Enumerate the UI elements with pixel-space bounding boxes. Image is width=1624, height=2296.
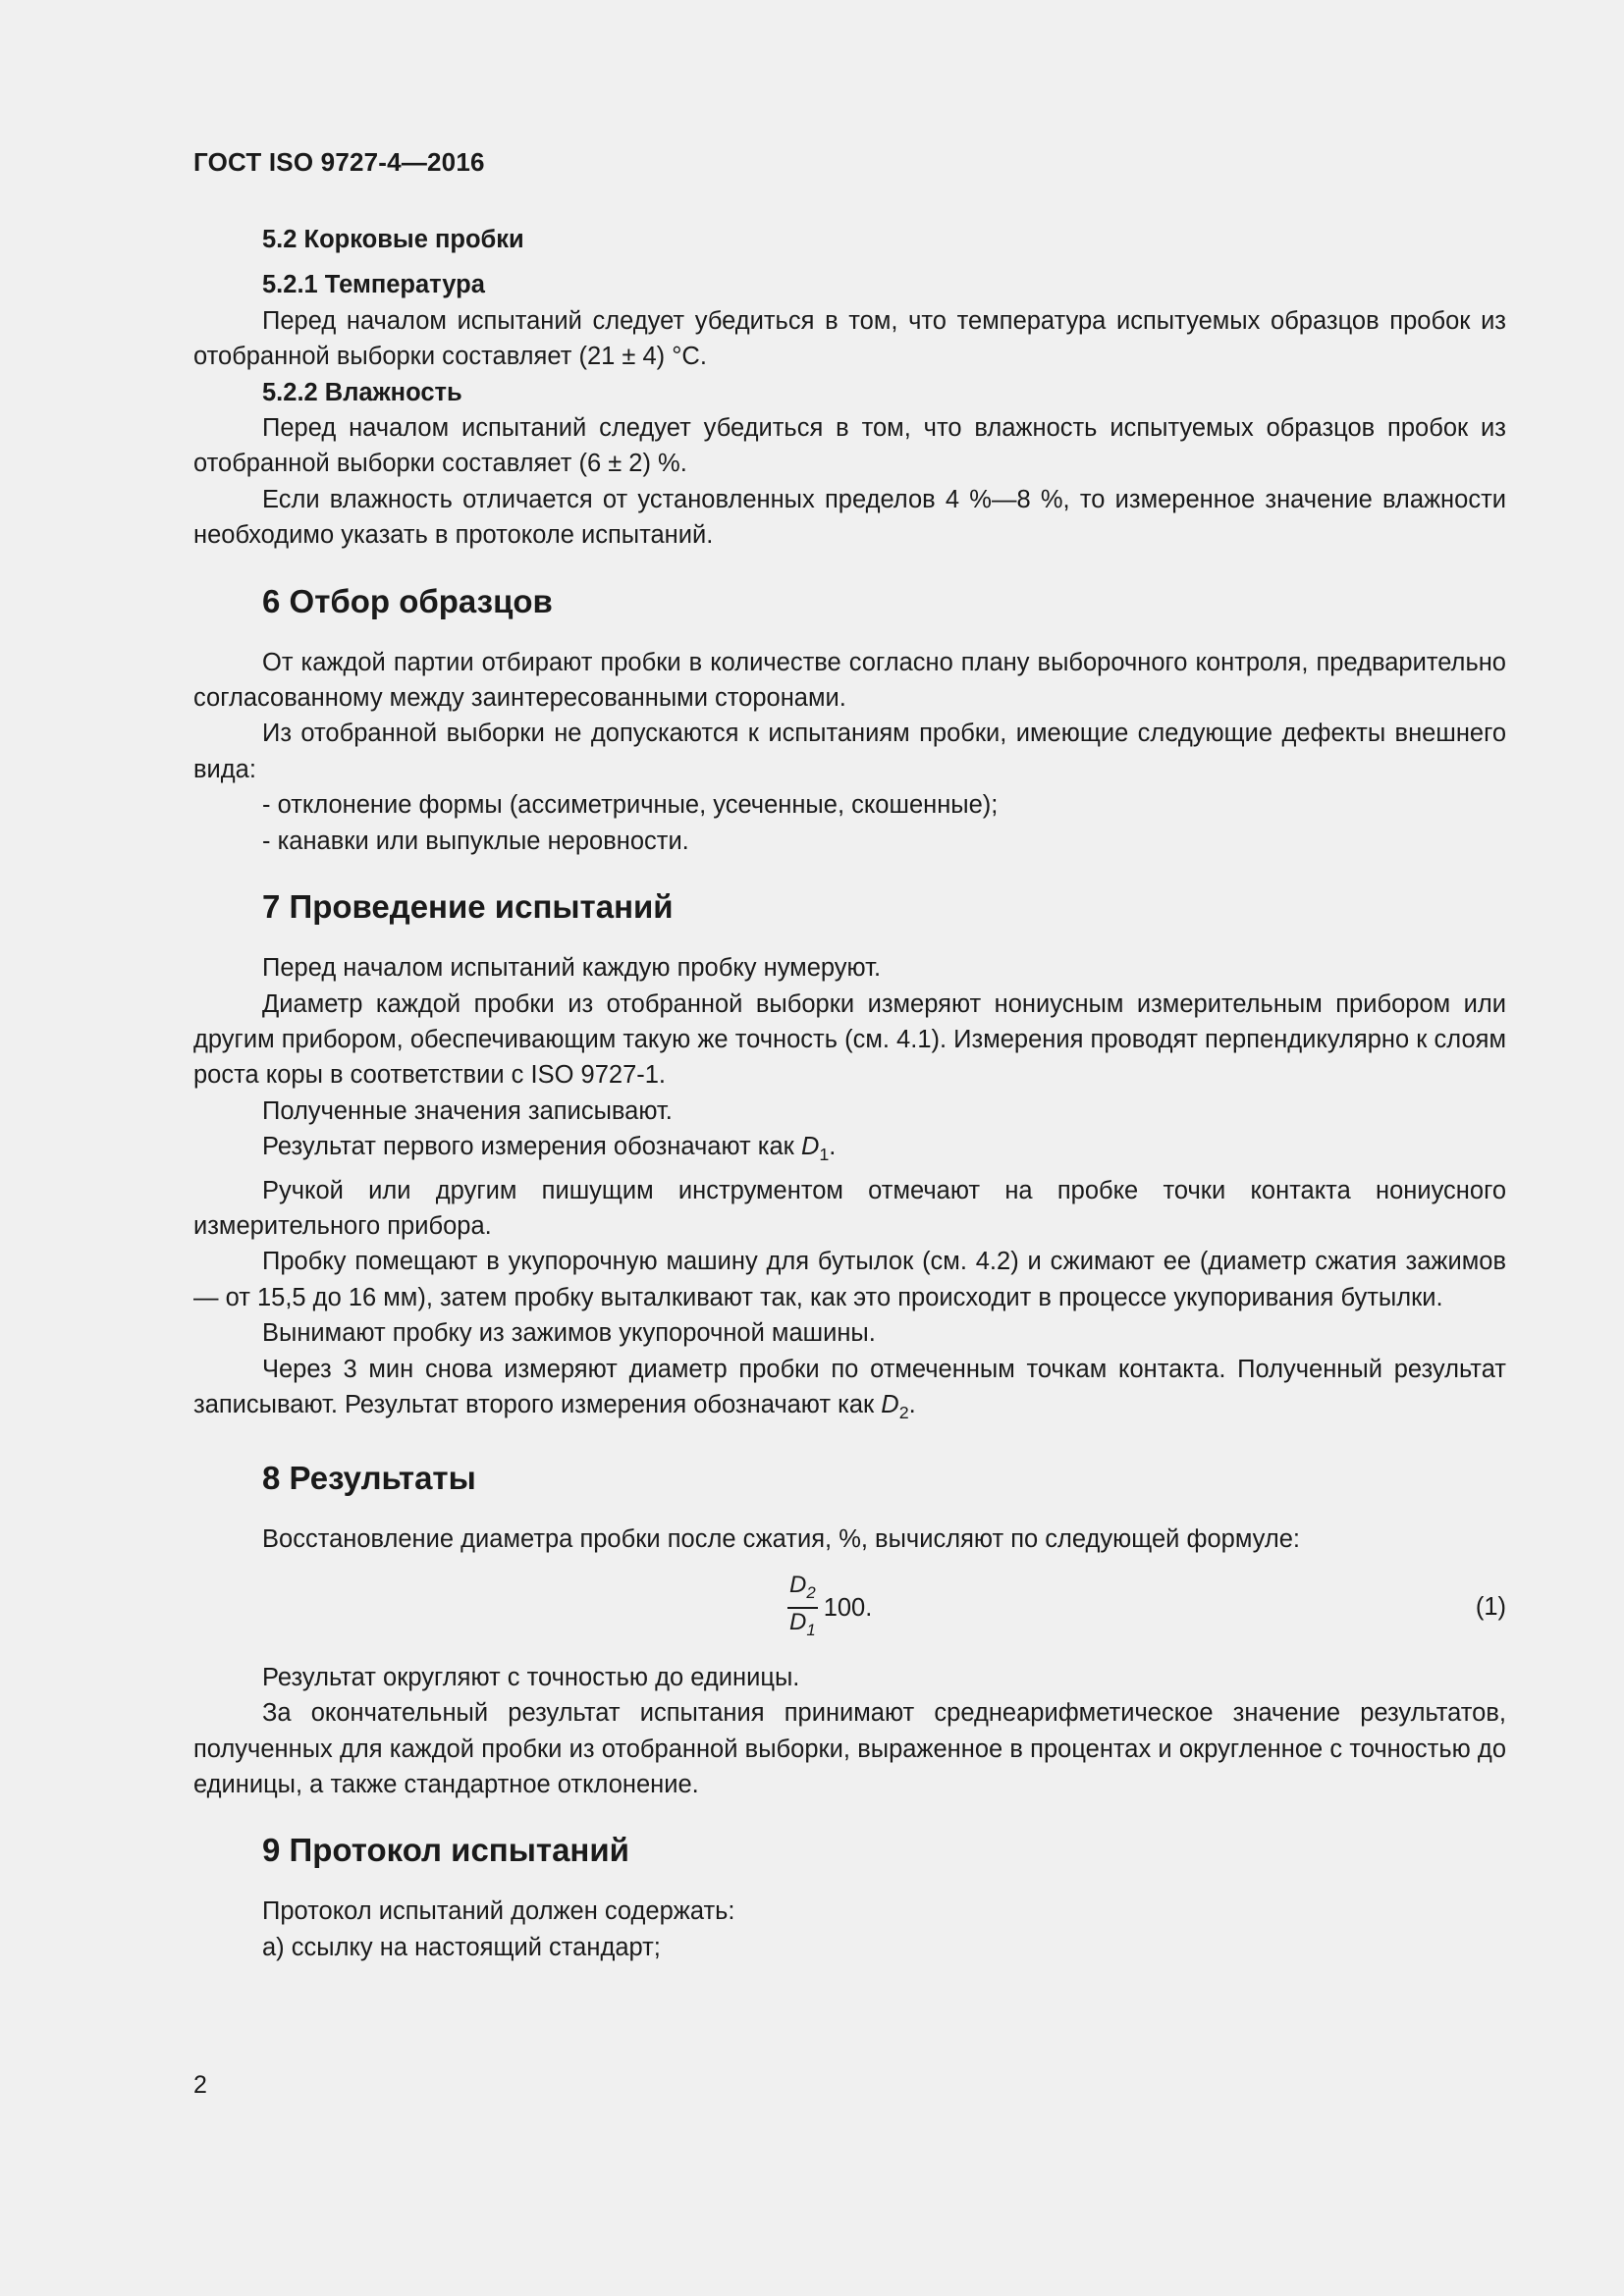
section-7-title: 7 Проведение испытаний [262, 888, 674, 926]
page-number: 2 [193, 2071, 207, 2099]
section-6-paragraph-2: Из отобранной выборки не допускаются к испытаниям пробки, имеющие следующие дефекты внешнего вида: [193, 720, 1506, 783]
document-body [193, 222, 1506, 1965]
section-6-list-item-2: - канавки или выпуклые неровности. [262, 827, 689, 855]
section-7-paragraph-3: Полученные значения записывают. [262, 1096, 673, 1125]
section-5-2-2-text-1: Перед началом испытаний следует убедиться в том, что влажность испытуемых образцов пробок из отобранной выборки составляет (6 ± 2) %. [193, 414, 1506, 478]
section-9-paragraph-1: Протокол испытаний должен содержать: [262, 1897, 735, 1926]
section-9-list-item-a: а) ссылку на настоящий стандарт; [262, 1933, 661, 1961]
section-7-paragraph-5: Ручкой или другим пишущим инструментом отмечают на пробке точки контакта нониусного измерительного прибора. [193, 1176, 1506, 1240]
section-7-paragraph-8-text: Через 3 мин снова измеряют диаметр пробки по отмеченным точкам контакта. Полученный результат записывают. Результат второго измерения обозначают как [193, 1355, 1506, 1418]
section-8-paragraph-3: За окончательный результат испытания принимают среднеарифметическое значение результатов, полученных для каждой пробки из отобранной выборки, выраженное в процентах и округленное с точностью до единицы, а также стандартное отклонение. [193, 1699, 1506, 1798]
subscript-2: 2 [898, 1402, 909, 1422]
section-7-paragraph-4-text: Результат первого измерения обозначают как [262, 1133, 801, 1161]
fraction-denominator: $D_1$ [789, 1608, 816, 1639]
formula-1 [193, 1568, 1506, 1650]
section-9-title: 9 Протокол испытаний [262, 1832, 629, 1869]
section-5-2-2-text-2: Если влажность отличается от установленных пределов 4 %—8 %, то измеренное значение влажности необходимо указать в протоколе испытаний. [193, 485, 1506, 550]
section-5-2-2-title: 5.2.2 Влажность [262, 378, 462, 406]
fraction [787, 1572, 818, 1644]
section-5-2-1-title: 5.2.1 Температура [262, 271, 485, 299]
formula-multiplier: 100. [823, 1593, 873, 1622]
section-5-2-1-text: Перед началом испытаний следует убедиться в том, что температура испытуемых образцов пробок из отобранной выборки составляет (21 ± 4) °C. [193, 306, 1506, 371]
fraction-numerator: $D_2$ [789, 1571, 816, 1602]
formula-expression [787, 1572, 872, 1644]
period: . [908, 1390, 916, 1418]
section-7-paragraph-1: Перед началом испытаний каждую пробку нумеруют. [262, 954, 882, 983]
document-code: ГОСТ ISO 9727-4—2016 [193, 147, 485, 177]
subscript-1: 1 [819, 1145, 830, 1165]
section-6-list-item-1: - отклонение формы (ассиметричные, усеченные, скошенные); [262, 791, 999, 820]
section-6-paragraph-1: От каждой партии отбирают пробки в количестве согласно плану выборочного контроля, предварительно согласованному между заинтересованными сторонами. [193, 648, 1506, 713]
section-7-paragraph-7: Вынимают пробку из зажимов укупорочной машины. [262, 1319, 876, 1348]
section-6-title: 6 Отбор образцов [262, 582, 553, 619]
section-7-paragraph-6: Пробку помещают в укупорочную машину для бутылок (см. 4.2) и сжимают ее (диаметр сжатия зажимов — от 15,5 до 16 мм), затем пробку выталкивают так, как это происходит в процессе укупоривания бутылки. [193, 1248, 1506, 1311]
section-8-paragraph-1: Восстановление диаметра пробки после сжатия, %, вычисляют по следующей формуле: [262, 1525, 1301, 1554]
section-5-2-title: 5.2 Корковые пробки [262, 226, 524, 253]
variable-d: D [800, 1133, 820, 1161]
section-8-paragraph-2: Результат округляют с точностью до единицы. [262, 1663, 800, 1691]
section-8-title: 8 Результаты [262, 1460, 476, 1497]
period: . [829, 1133, 837, 1161]
section-7-paragraph-2: Диаметр каждой пробки из отобранной выборки измеряют нониусным измерительным прибором или другим прибором, обеспечивающим такую же точность (см. 4.1). Измерения проводят перпендикулярно к слоям роста коры в соответствии с ISO 9727-1. [193, 989, 1506, 1090]
equation-number: (1) [1475, 1592, 1506, 1621]
variable-d: D [881, 1390, 899, 1418]
section-7-paragraph-4 [193, 1129, 1506, 1172]
section-7-paragraph-8 [193, 1352, 1506, 1431]
